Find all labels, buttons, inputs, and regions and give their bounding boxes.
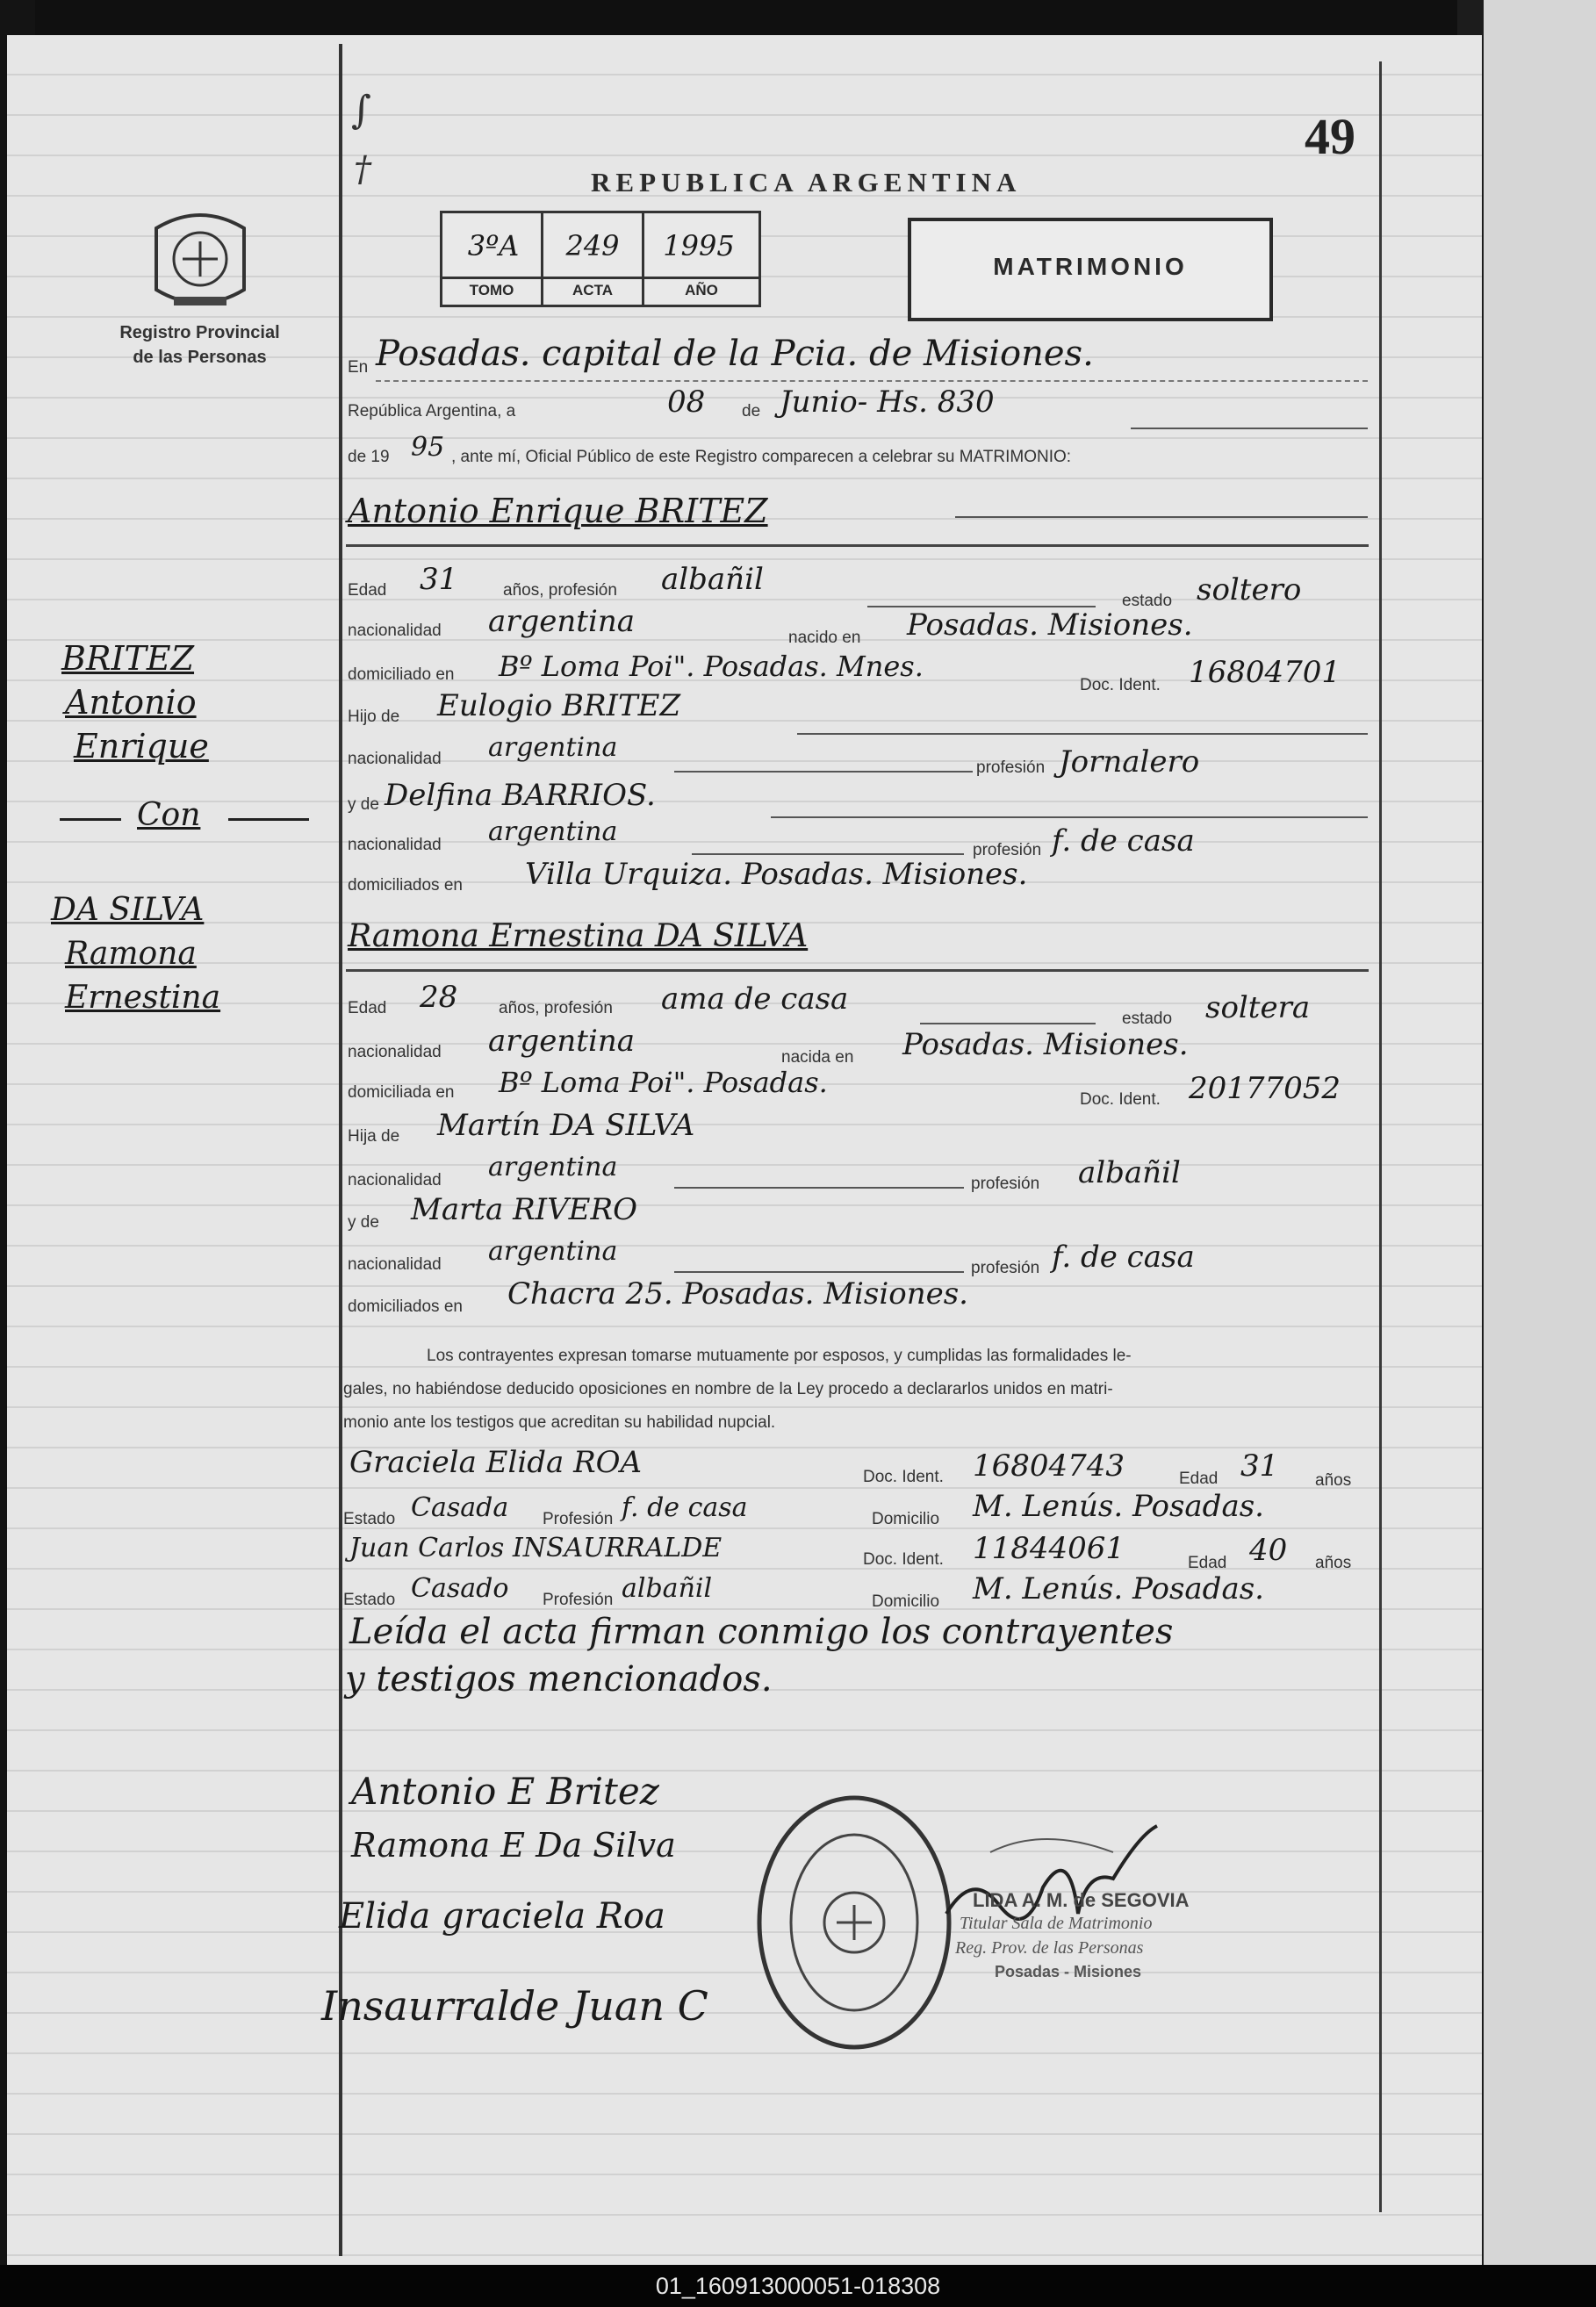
registro-line2: de las Personas <box>133 348 267 367</box>
groom-mother-nac-label: nacionalidad <box>348 836 442 854</box>
witness2-anos-label: años <box>1315 1554 1352 1572</box>
de-label: de <box>742 402 761 420</box>
ano-value: 1995 <box>663 229 735 262</box>
witness1-estado-label: Estado <box>343 1510 396 1528</box>
bride-mother-nac-label: nacionalidad <box>348 1255 442 1274</box>
corner-pen-mark: ∫ <box>351 88 371 133</box>
groom-estado-label: estado <box>1122 592 1173 610</box>
bride-parents-address: Chacra 25. Posadas. Misiones. <box>507 1276 968 1312</box>
bride-estado: soltera <box>1205 990 1311 1025</box>
witness1-name: Graciela Elida ROA <box>349 1445 643 1480</box>
acta-value: 249 <box>565 229 620 262</box>
witness2-estado: Casado <box>411 1573 509 1604</box>
bride-father-nac-label: nacionalidad <box>348 1171 442 1189</box>
closing-line2: y testigos mencionados. <box>345 1659 773 1700</box>
groom-anos-label: años, profesión <box>503 581 617 600</box>
document-page <box>7 35 1482 2265</box>
groom-doc: 16804701 <box>1189 655 1341 690</box>
groom-domiciliados-label: domiciliados en <box>348 876 463 895</box>
scan-background-right <box>1484 0 1596 2265</box>
margin-note-line6: Ernestina <box>65 980 221 1016</box>
bride-address: Bº Loma Poi". Posadas. <box>499 1066 828 1099</box>
bride-mother-prof-label: profesión <box>971 1259 1040 1277</box>
groom-age: 31 <box>420 562 458 597</box>
margin-note-line3: Enrique <box>74 727 209 765</box>
margin-note-line4: DA SILVA <box>51 892 205 928</box>
groom-profession: albañil <box>661 562 764 597</box>
signature-witness1: Elida graciela Roa <box>339 1896 665 1937</box>
margin-note-line5: Ramona <box>65 936 197 972</box>
day: 08 <box>667 384 706 420</box>
year-suffix: 95 <box>411 432 445 463</box>
witness1-address: M. Lenús. Posadas. <box>973 1489 1264 1524</box>
right-margin-rule <box>1379 61 1382 2212</box>
bride-edad-label: Edad <box>348 999 387 1017</box>
signature-witness2: Insaurralde Juan C <box>321 1982 708 2030</box>
bride-mother-profession: f. de casa <box>1052 1240 1195 1275</box>
witness2-doc-label: Doc. Ident. <box>863 1550 944 1569</box>
bride-mother: Marta RIVERO <box>411 1192 637 1227</box>
groom-doc-label: Doc. Ident. <box>1080 676 1161 694</box>
witness1-domicilio-label: Domicilio <box>872 1510 940 1528</box>
en-label: En <box>348 358 369 377</box>
witness1-estado: Casada <box>411 1492 509 1523</box>
witness1-age: 31 <box>1240 1448 1279 1484</box>
witness2-profesion-label: Profesión <box>543 1591 614 1609</box>
witness2-edad-label: Edad <box>1188 1554 1227 1572</box>
republica-label: República Argentina, a <box>348 402 516 420</box>
scan-background-top <box>0 0 1596 39</box>
groom-father: Eulogio BRITEZ <box>437 688 681 723</box>
bride-anos-label: años, profesión <box>499 999 613 1017</box>
groom-father-profession: Jornalero <box>1059 744 1200 780</box>
groom-parents-address: Villa Urquiza. Posadas. Misiones. <box>525 857 1028 892</box>
bride-doc: 20177052 <box>1189 1071 1341 1106</box>
signature-groom: Antonio E Britez <box>351 1770 659 1813</box>
declaration-line3: monio ante los testigos que acreditan su habilidad nupcial. <box>343 1413 776 1432</box>
bride-profession: ama de casa <box>661 981 849 1017</box>
footer-code: 01_160913000051-018308 <box>0 2265 1596 2307</box>
groom-father-prof-label: profesión <box>976 758 1046 777</box>
groom-address: Bº Loma Poi". Posadas. Mnes. <box>499 650 924 683</box>
witness2-name: Juan Carlos INSAURRALDE <box>349 1533 723 1563</box>
witness2-domicilio-label: Domicilio <box>872 1592 940 1611</box>
groom-edad-label: Edad <box>348 581 387 600</box>
witness2-estado-label: Estado <box>343 1591 396 1609</box>
declaration-line2: gales, no habiéndose deducido oposiciones en nombre de la Ley procedo a declararlos unidos en matri- <box>343 1380 1113 1398</box>
record-type-box <box>908 218 1273 321</box>
bride-father-prof-label: profesión <box>971 1175 1040 1193</box>
witness1-anos-label: años <box>1315 1471 1352 1490</box>
bride-domiciliada-label: domiciliada en <box>348 1083 455 1102</box>
bride-age: 28 <box>420 980 458 1015</box>
bride-y-de-label: y de <box>348 1213 379 1232</box>
groom-father-nac-label: nacionalidad <box>348 750 442 768</box>
groom-father-nationality: argentina <box>488 732 618 763</box>
ano-label: AÑO <box>685 282 718 298</box>
bride-nationality: argentina <box>488 1024 636 1059</box>
month-time: Junio- Hs. 830 <box>780 384 995 420</box>
bride-doc-label: Doc. Ident. <box>1080 1090 1161 1109</box>
bride-estado-label: estado <box>1122 1010 1173 1028</box>
official-title: Titular Sala de Matrimonio <box>960 1914 1153 1933</box>
bride-father: Martín DA SILVA <box>437 1108 695 1143</box>
registro-logo <box>147 193 253 325</box>
country-title: REPUBLICA ARGENTINA <box>591 167 1022 198</box>
groom-mother-nationality: argentina <box>488 816 618 847</box>
groom-domiciliado-label: domiciliado en <box>348 665 455 684</box>
bride-domiciliados-label: domiciliados en <box>348 1297 463 1316</box>
bride-name: Ramona Ernestina DA SILVA <box>348 918 809 954</box>
bride-hija-label: Hija de <box>348 1127 400 1146</box>
bride-nacionalidad-label: nacionalidad <box>348 1043 442 1061</box>
declaration-line1: Los contrayentes expresan tomarse mutuamente por esposos, y cumplidas las formalidades le- <box>427 1347 1132 1365</box>
bride-nacida-label: nacida en <box>781 1048 854 1067</box>
witness2-doc: 11844061 <box>973 1531 1125 1566</box>
groom-nationality: argentina <box>488 604 636 639</box>
closing-line1: Leída el acta firman conmigo los contrayentes <box>349 1612 1174 1652</box>
groom-y-de-label: y de <box>348 795 379 814</box>
groom-nacionalidad-label: nacionalidad <box>348 622 442 640</box>
groom-nacido-label: nacido en <box>788 629 861 647</box>
witness2-address: M. Lenús. Posadas. <box>973 1571 1264 1606</box>
statement: , ante mí, Oficial Público de este Registro comparecen a celebrar su MATRIMONIO: <box>451 448 1072 466</box>
groom-mother-prof-label: profesión <box>973 841 1042 859</box>
bride-birthplace: Posadas. Misiones. <box>902 1027 1189 1062</box>
registro-line1: Registro Provincial <box>119 323 280 342</box>
witness1-doc: 16804743 <box>973 1448 1125 1484</box>
witness2-profession: albañil <box>622 1573 713 1604</box>
margin-note-con: Con <box>137 797 201 833</box>
official-office: Reg. Prov. de las Personas <box>955 1938 1144 1958</box>
groom-estado: soltero <box>1197 572 1302 607</box>
bride-mother-nationality: argentina <box>488 1236 618 1267</box>
record-type: MATRIMONIO <box>993 253 1188 280</box>
bride-father-profession: albañil <box>1078 1155 1181 1190</box>
signature-bride: Ramona E Da Silva <box>351 1826 676 1865</box>
tomo-label: TOMO <box>469 282 514 298</box>
official-name: LIDA A. M. de SEGOVIA <box>973 1889 1190 1911</box>
groom-name: Antonio Enrique BRITEZ <box>348 492 768 530</box>
witness1-profession: f. de casa <box>622 1492 748 1523</box>
official-seal <box>753 1791 955 2054</box>
official-city: Posadas - Misiones <box>995 1963 1142 1980</box>
page-number: 49 <box>1305 108 1355 165</box>
groom-mother-profession: f. de casa <box>1052 823 1195 859</box>
witness1-profesion-label: Profesión <box>543 1510 614 1528</box>
groom-hijo-label: Hijo de <box>348 708 400 726</box>
margin-note-line1: BRITEZ <box>61 639 195 678</box>
margin-note-line2: Antonio <box>65 683 197 722</box>
bride-father-nationality: argentina <box>488 1152 618 1182</box>
acta-label: ACTA <box>572 282 613 298</box>
witness1-doc-label: Doc. Ident. <box>863 1468 944 1486</box>
groom-birthplace: Posadas. Misiones. <box>907 607 1193 643</box>
corner-pen-mark-2: † <box>354 149 371 190</box>
tomo-value: 3ºA <box>467 229 520 262</box>
tomo-acta-ano-table <box>440 211 761 307</box>
witness2-age: 40 <box>1249 1533 1288 1568</box>
groom-mother: Delfina BARRIOS. <box>385 778 656 813</box>
place: Posadas. capital de la Pcia. de Misiones. <box>376 334 1094 374</box>
de-19-label: de 19 <box>348 448 390 466</box>
witness1-edad-label: Edad <box>1179 1470 1219 1488</box>
